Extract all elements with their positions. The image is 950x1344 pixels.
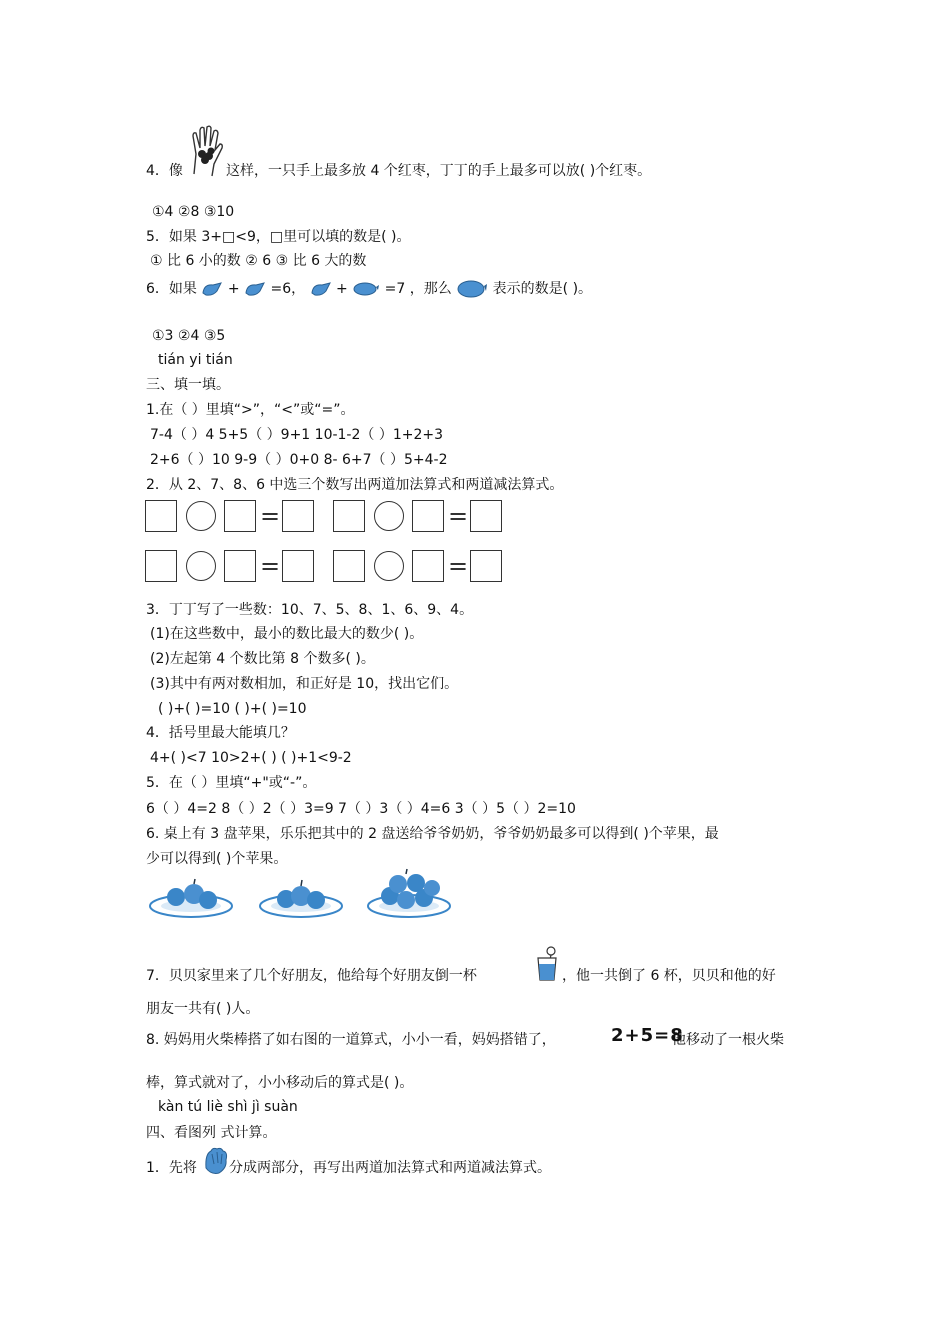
answer-box[interactable] [282,550,314,582]
answer-box[interactable] [333,550,365,582]
answer-box[interactable] [145,550,177,582]
answer-box[interactable] [224,550,256,582]
s3-q7-line2: 朋友一共有( )人。 [146,1001,260,1017]
equals-sign: = [260,552,281,580]
answer-box[interactable] [333,500,365,532]
q6-options: ①3 ②4 ③5 [152,328,226,344]
equals-sign: = [260,502,281,530]
q5-text: 5．如果 3+□<9，□里可以填的数是( )。 [146,229,411,245]
s3-q5-title: 5．在（ ）里填“+"或“-”。 [146,775,317,791]
s3-q8-before: 8. 妈妈用火柴棒搭了如右图的一道算式，小小一看，妈妈搭错了， [146,1032,556,1048]
operator-circle[interactable] [374,501,404,531]
s3-q1-row2: 2+6（ ）10 9-9（ ）0+0 8- 6+7（ ）5+4-2 [150,452,448,468]
section3-pinyin: tián yi tián [158,352,233,368]
section3-title: 三、填一填。 [146,377,230,393]
matchstick-equation: 2+5=8 [611,1025,684,1046]
answer-box[interactable] [145,500,177,532]
s3-q4-title: 4．括号里最大能填几？ [146,725,295,741]
s3-q3-1: (1)在这些数中，最小的数比最大的数少( )。 [150,626,424,642]
answer-box[interactable] [412,500,444,532]
s3-q6-line2: 少可以得到( )个苹果。 [146,851,288,867]
s3-q2-title: 2．从 2、7、8、6 中选三个数写出两道加法算式和两道减法算式。 [146,477,564,493]
s3-q6-line1: 6. 桌上有 3 盘苹果，乐乐把其中的 2 盘送给爷爷奶奶，爷爷奶奶最多可以得到( )个苹果，最 [146,826,719,842]
q6-middle: ，那么 [409,281,452,297]
plate-of-apples-icon [366,866,452,920]
s3-q7-after: ，他一共倒了 6 杯，贝贝和他的好 [562,968,776,984]
answer-box[interactable] [282,500,314,532]
water-balloon-icon [352,281,380,297]
equals-sign: = [448,502,469,530]
plate-of-apples-icon [148,874,234,920]
q6-after: 表示的数是( )。 [492,281,593,297]
section4-pinyin: kàn tú liè shì jì suàn [158,1099,298,1115]
s3-q3-title: 3．丁丁写了一些数：10、7、5、8、1、6、9、4。 [146,602,474,618]
s3-q1-title: 1.在（ ）里填“>”，“<”或“=”。 [146,402,355,418]
q6-eq2: =7 [384,281,406,297]
operator-circle[interactable] [186,501,216,531]
water-drop-icon [244,281,266,297]
operator-circle[interactable] [186,551,216,581]
q4-options: ①4 ②8 ③10 [152,204,235,220]
operator-circle[interactable] [374,551,404,581]
s3-q1-row1: 7-4（ ）4 5+5（ ）9+1 10-1-2（ ）1+2+3 [150,427,444,443]
s3-q3-blanks: ( )+( )=10 ( )+( )=10 [158,701,307,717]
s3-q4-row: 4+( )<7 10>2+( ) ( )+1<9-2 [150,750,352,766]
s3-q8-after: 他移动了一根火柴 [672,1032,784,1048]
blue-hand-icon [203,1146,229,1176]
water-drop-icon [310,281,332,297]
plate-of-apples-icon [258,874,344,920]
s3-q3-2: (2)左起第 4 个数比第 8 个数多( )。 [150,651,375,667]
s3-q7-before: 7．贝贝家里来了几个好朋友，他给每个好朋友倒一杯 [146,968,477,984]
q4-text-after: 这样，一只手上最多放 4 个红枣，丁丁的手上最多可以放( )个红枣。 [226,163,652,179]
s3-q3-3: (3)其中有两对数相加，和正好是 10，找出它们。 [150,676,459,692]
answer-box[interactable] [412,550,444,582]
water-drop-icon [201,281,223,297]
q4-text-before: 4．像 [146,163,183,179]
q6-eq1: =6， [270,281,306,297]
hand-with-dates-icon [188,124,226,178]
s3-q8-line2: 棒，算式就对了，小小移动后的算式是( )。 [146,1075,414,1091]
q5-options: ① 比 6 小的数 ② 6 ③ 比 6 大的数 [150,253,367,269]
answer-box[interactable] [470,550,502,582]
water-balloon-icon [456,279,488,299]
answer-box[interactable] [470,500,502,532]
section4-title: 四、看图列 式计算。 [146,1125,277,1141]
q6-line: 6．如果 + =6， + =7 ，那么 表示的数是( )。 [146,281,593,297]
answer-box[interactable] [224,500,256,532]
q6-before: 6．如果 [146,281,197,297]
s4-q1-after: 分成两部分，再写出两道加法算式和两道减法算式。 [229,1160,551,1176]
glass-of-water-icon [535,946,559,982]
s3-q5-row: 6（ ）4=2 8（ ）2（ ）3=9 7（ ）3（ ）4=6 3（ ）5（ ）2=10 [146,801,576,817]
equals-sign: = [448,552,469,580]
s4-q1-before: 1．先将 [146,1160,197,1176]
